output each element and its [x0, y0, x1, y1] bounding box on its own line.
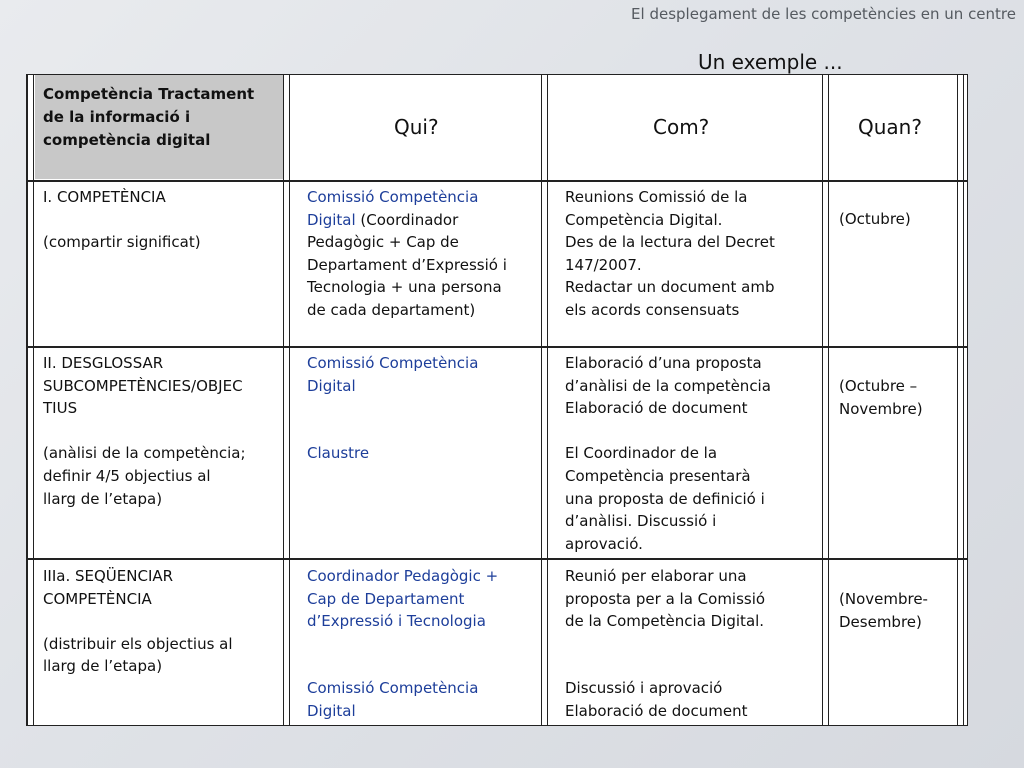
header-com: Com? — [653, 115, 710, 139]
row-divider — [27, 346, 967, 348]
row3-qui-b: Comissió Competència Digital — [307, 679, 479, 720]
row1-quan: (Octubre) — [839, 210, 911, 228]
row1-competencia: I. COMPETÈNCIA (compartir significat) — [43, 188, 201, 252]
row-divider — [27, 180, 967, 182]
row2-qui-a: Comissió Competència Digital — [307, 354, 479, 395]
column-divider — [822, 75, 829, 725]
table-border-left — [27, 75, 34, 725]
row2-competencia: II. DESGLOSSAR SUBCOMPETÈNCIES/OBJEC TIUS (anàlisi de la competència; definir 4/5 objectius al llarg de l’etapa) — [43, 354, 246, 508]
row-divider — [27, 558, 967, 560]
header-qui: Qui? — [394, 115, 439, 139]
row3-competencia: IIIa. SEQÜENCIAR COMPETÈNCIA (distribuir els objectius al llarg de l’etapa) — [43, 567, 233, 676]
header-quan: Quan? — [858, 115, 922, 139]
row1-com: Reunions Comissió de la Competència Digital. Des de la lectura del Decret 147/2007. Redactar un document amb els acords consensuats — [565, 188, 775, 319]
row3-qui-a: Coordinador Pedagògic + Cap de Departament d’Expressió i Tecnologia — [307, 567, 499, 631]
column-divider — [283, 75, 290, 725]
row3-com-a: Reunió per elaborar una proposta per a la Comissió de la Competència Digital. — [565, 567, 766, 631]
row1-qui: Comissió Competència Digital (Coordinador Pedagògic + Cap de Departament d’Expressió i Tecnologia + una persona de cada departament) — [307, 188, 507, 319]
subtitle: Un exemple ... — [698, 50, 843, 74]
row3-quan: (Novembre- Desembre) — [839, 590, 928, 631]
row2-qui-b: Claustre — [307, 444, 370, 462]
header-competencia: Competència Tractament de la informació i competència digital — [43, 85, 255, 149]
row2-com: Elaboració d’una proposta d’anàlisi de la competència Elaboració de document El Coordinador de la Competència presentarà una proposta de definició i d’anàlisi. Discussió i aprovació. — [565, 354, 771, 553]
table-border-right — [957, 75, 964, 725]
column-divider — [541, 75, 548, 725]
competency-table — [26, 74, 968, 726]
row3-com-b: Discussió i aprovació Elaboració de document — [565, 679, 748, 720]
row2-quan: (Octubre – Novembre) — [839, 377, 923, 418]
header-title: El desplegament de les competències en un centre — [631, 5, 1016, 23]
